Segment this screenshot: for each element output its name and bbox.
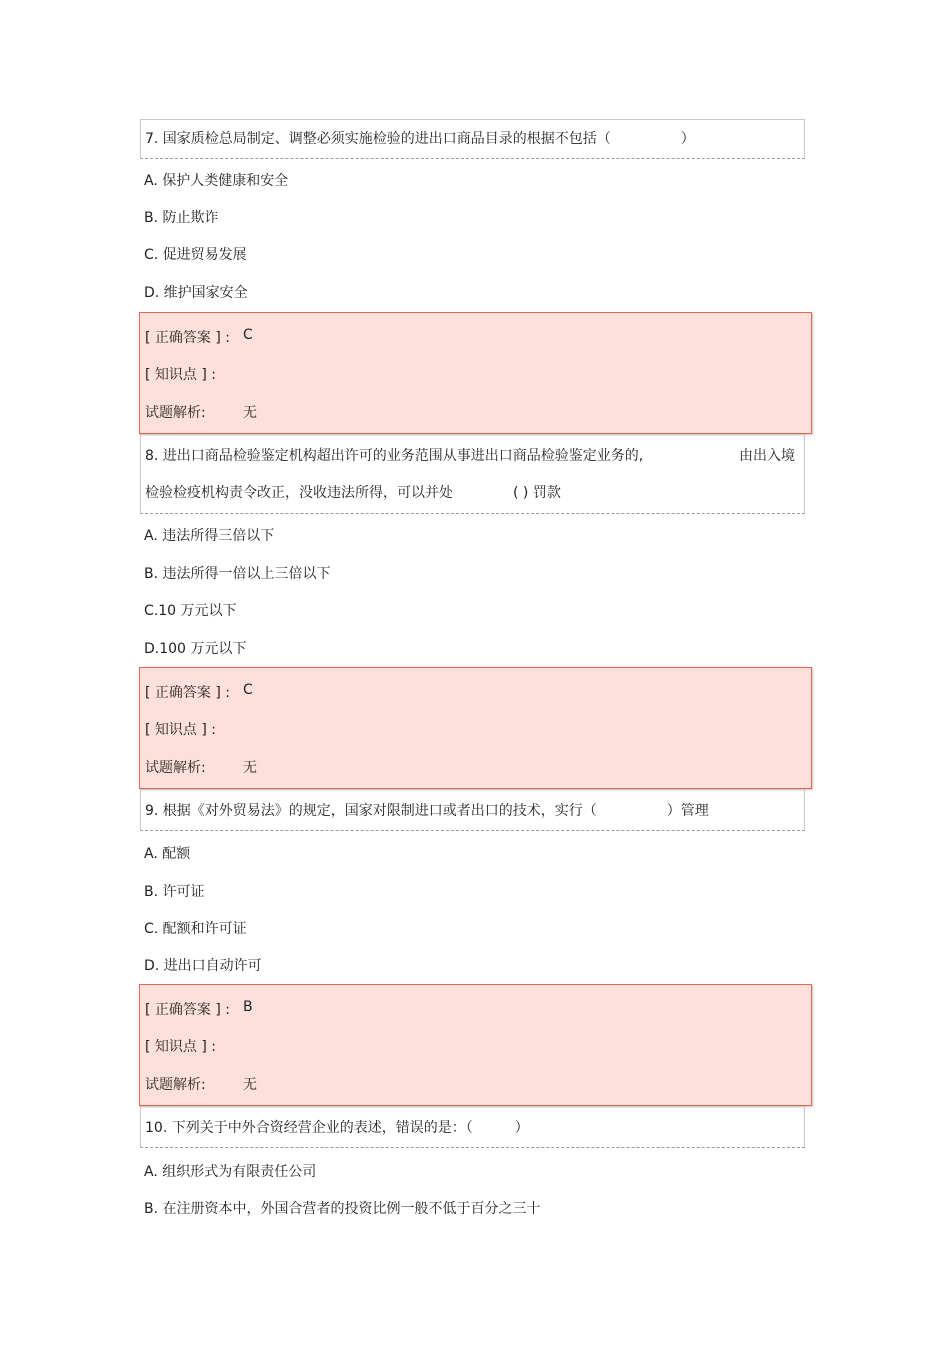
question-8-stem-line-1-tail: 由出入境 [739,448,795,464]
question-9-option-a: A. 配额 [144,846,191,862]
question-8-answer-box [139,667,812,789]
question-9-answer-box [139,984,812,1106]
question-9-stem: 9. 根据《对外贸易法》的规定，国家对限制进口或者出口的技术，实行（ ）管理 [145,803,709,819]
answer-label: [ 正确答案 ] : [145,685,230,701]
question-10-option-b: B. 在注册资本中，外国合营者的投资比例一般不低于百分之三十 [144,1201,541,1217]
question-9-option-c: C. 配额和许可证 [144,921,247,937]
answer-value: B [243,999,253,1015]
question-7-option-c: C. 促进贸易发展 [144,247,247,263]
answer-value: C [243,682,253,698]
question-8-option-a: A. 违法所得三倍以下 [144,528,275,544]
question-8-stem-line-2-tail: ( ) 罚款 [513,485,561,501]
question-8-stem-line-2: 检验检疫机构责令改正，没收违法所得，可以并处 [145,485,453,501]
question-8-stem-line-1: 8. 进出口商品检验鉴定机构超出许可的业务范围从事进出口商品检验鉴定业务的, [145,448,644,464]
question-10-stem: 10. 下列关于中外合资经营企业的表述，错误的是：（ ） [145,1120,529,1136]
question-7-option-a: A. 保护人类健康和安全 [144,173,289,189]
question-10-option-a: A. 组织形式为有限责任公司 [144,1164,317,1180]
question-7-stem: 7. 国家质检总局制定、调整必须实施检验的进出口商品目录的根据不包括（ ） [145,131,695,147]
knowledge-point-label: [ 知识点 ] : [145,1039,216,1055]
knowledge-point-label: [ 知识点 ] : [145,367,216,383]
question-7-option-b: B. 防止欺诈 [144,210,219,226]
answer-value: C [243,327,253,343]
question-8-option-c: C.10 万元以下 [144,603,237,619]
question-7-answer-box [139,312,812,434]
question-9-option-b: B. 许可证 [144,884,205,900]
question-8-option-b: B. 违法所得一倍以上三倍以下 [144,566,331,582]
question-9-stem-box [140,789,805,831]
answer-label: [ 正确答案 ] : [145,1002,230,1018]
question-8-option-d: D.100 万元以下 [144,641,247,657]
question-7-stem-box [140,119,805,159]
analysis-label: 试题解析: [145,760,206,776]
knowledge-point-label: [ 知识点 ] : [145,722,216,738]
analysis-value: 无 [243,1077,257,1093]
analysis-label: 试题解析: [145,405,206,421]
analysis-label: 试题解析: [145,1077,206,1093]
analysis-value: 无 [243,760,257,776]
question-7-option-d: D. 维护国家安全 [144,285,248,301]
question-9-option-d: D. 进出口自动许可 [144,958,262,974]
answer-label: [ 正确答案 ] : [145,330,230,346]
question-8-stem-box [140,434,805,514]
question-10-stem-box [140,1106,805,1148]
analysis-value: 无 [243,405,257,421]
